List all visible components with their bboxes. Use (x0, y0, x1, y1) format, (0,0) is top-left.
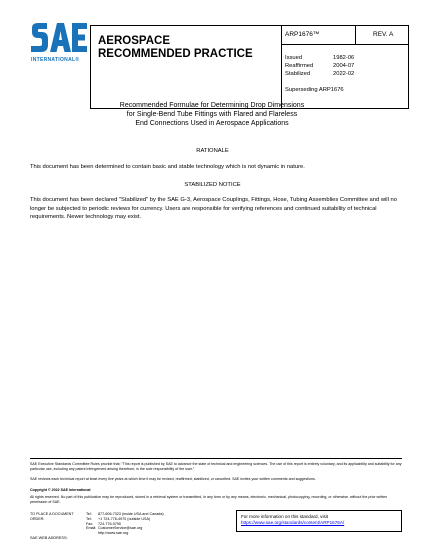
date-value: 2004-07 (333, 63, 355, 69)
footer-legal-text: SAE Executive Standards Committee Rules provide that: "This report is published by SAE to advance the state of technical and engineering sciences. The use of this report is entirely voluntary, and its applicability and suitability for any particular use, including any patent infringement arising therefrom, is the sole responsibility of the user." (30, 462, 402, 471)
document-type-title (98, 35, 253, 61)
superseding-note: Superseding ARP1676 (285, 87, 344, 93)
title-line: for Single-Bend Tube Fittings with Flared and Flareless (126, 111, 298, 118)
web-address-label: SAE WEB ADDRESS: (30, 536, 68, 540)
more-info-text: For more information on this standard, visit (241, 514, 329, 519)
divider (281, 26, 282, 108)
logo-subtitle: INTERNATIONAL® (31, 57, 80, 63)
date-label: Reaffirmed (285, 63, 314, 69)
more-info-box (236, 510, 402, 532)
contact-key: Fax: (86, 521, 94, 526)
stabilized-notice-text: This document has been declared "Stabilized" by the SAE G-3, Aerospace Couplings, Fittings, Hose, Tubing Assemblies Committee and will no longer be subjected to periodic reviews for currency. Users are responsible for verifying references and continued suitability of technical requirements. Newer technology may exist. (30, 197, 397, 220)
title-line-2: RECOMMENDED PRACTICE (98, 48, 253, 60)
rationale-heading: RATIONALE (196, 148, 229, 154)
website-link[interactable]: http://www.sae.org (98, 531, 129, 536)
footer-copyright: Copyright © 2022 SAE International (30, 488, 91, 492)
contact-value: 877-606-7323 (inside USA and Canada) (98, 512, 164, 516)
footer-review-text: SAE reviews each technical report at least every five years at which time it may be revised, reaffirmed, stabilized, or cancelled. SAE invites your written comments and suggestions. (30, 477, 316, 481)
contact-key: Tel: (86, 516, 92, 521)
date-label: Stabilized (285, 71, 311, 77)
contact-key: Email: (86, 526, 97, 531)
title-line-1: AEROSPACE (98, 35, 170, 47)
standard-link[interactable]: https://www.sae.org/standards/content/ARP1676A/ (241, 520, 345, 525)
date-value: 1982-06 (333, 55, 355, 61)
date-row (285, 70, 354, 78)
title-line: End Connections Used in Aerospace Applications (135, 120, 289, 127)
divider (281, 44, 408, 45)
sae-logo (30, 22, 88, 66)
title-line: Recommended Formulae for Determining Drop Dimensions (119, 102, 305, 109)
contact-value: 724-776-0790 (98, 521, 121, 526)
sae-logo-mark-icon (30, 22, 88, 56)
contact-key: Tel: (86, 512, 92, 516)
document-number: ARP1676™ (285, 31, 320, 38)
date-label: Issued (285, 55, 303, 61)
footer-rights-text: All rights reserved. No part of this publication may be reproduced, stored in a retrieval system or transmitted, in any form or by any means, electronic, mechanical, photocopying, recording, or otherwise, without the prior written permission of SAE. (30, 495, 388, 504)
contact-value: +1 724-776-4970 (outside USA) (98, 516, 151, 521)
email-link[interactable]: CustomerService@sae.org (98, 526, 143, 531)
order-label: TO PLACE A DOCUMENT ORDER: (30, 512, 74, 521)
revision-label: REV. A (373, 31, 394, 38)
date-row (285, 54, 354, 62)
footer-rule (30, 458, 402, 459)
contact-row (86, 531, 164, 536)
header-table (90, 25, 409, 109)
document-title (92, 101, 332, 128)
rationale-text: This document has been determined to contain basic and stable technology which is not dynamic in nature. (30, 164, 305, 170)
stabilized-notice-heading: STABILIZED NOTICE (184, 182, 241, 188)
date-list (285, 54, 354, 78)
date-row (285, 62, 354, 70)
contact-key (86, 531, 98, 536)
date-value: 2022-02 (333, 71, 355, 77)
contact-list (86, 512, 164, 536)
divider (355, 26, 356, 44)
